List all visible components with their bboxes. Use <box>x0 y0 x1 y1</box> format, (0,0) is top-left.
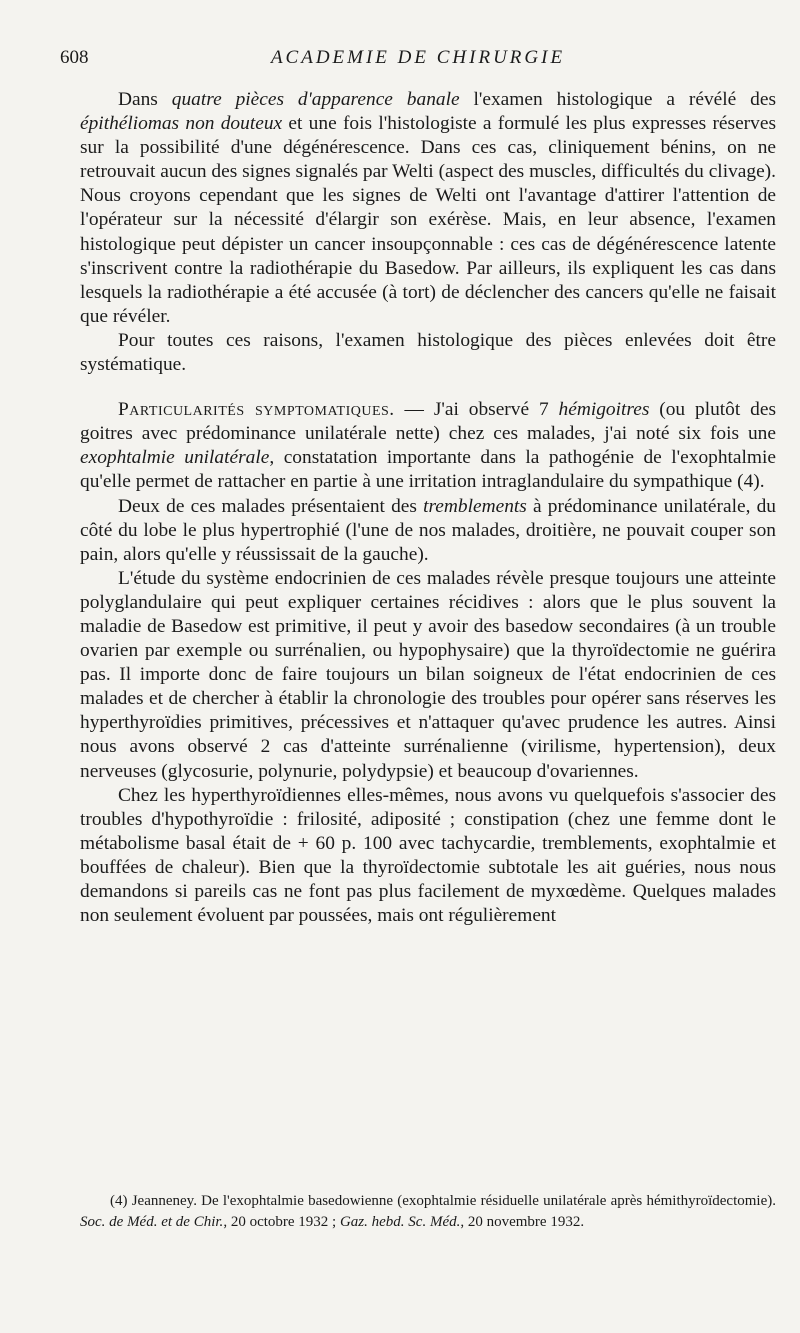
italic-phrase: Gaz. hebd. Sc. Méd. <box>339 1214 461 1230</box>
paragraph-6: Chez les hyperthyroïdiennes elles-mêmes, nous avons vu quelquefois s'associer des troubles d'hypothyroïdie : frilosité, adiposité ; constipation (chez une femme dont le métabolisme basal était de + 60 p. 100 avec tachycardie, tremblements, exophtalmie et bouffées de chaleur). Bien que la thyroïdectomie subtotale les ait guéries, nous nous demandons si pareils cas ne font pas plus facilement de myxœdème. Quelques malades non seulement évoluent par poussées, mais ont régulièrement <box>80 784 776 927</box>
text-run: Dans <box>118 89 172 110</box>
italic-phrase: hémigoitres <box>558 399 650 421</box>
paragraph-4 <box>80 495 776 567</box>
footnote-4 <box>80 1191 776 1233</box>
footnotes <box>80 1191 776 1233</box>
paragraph-3 <box>80 398 776 494</box>
italic-phrase: Soc. de Méd. et de Chir. <box>80 1214 224 1230</box>
italic-phrase: tremblements <box>423 495 527 517</box>
paragraph-2: Pour toutes ces raisons, l'examen histologique des pièces enlevées doit être systématique. <box>80 329 776 376</box>
page-number: 608 <box>60 47 89 68</box>
italic-phrase: quatre pièces d'apparence banale <box>171 89 460 110</box>
running-head <box>60 47 776 73</box>
text-run: l'examen histologique a révélé des <box>459 89 776 110</box>
paragraph-5: L'étude du système endocrinien de ces malades révèle presque toujours une atteinte polyglandulaire qui peut expliquer certaines récidives : alors que le plus souvent la maladie de Basedow est primitive, il peut y avoir des basedow secondaires (à un trouble ovarien par exemple ou surrénalien, ou hypophysaire) que la thyroïdectomie ne guérira pas. Il importe donc de faire toujours un bilan soigneux de l'état endocrinien de ces malades et de chercher à établir la chronologie des troubles pour opérer sans réserves les hyperthyroïdies primitives, précessives et n'attaquer qu'avec prudence les autres. Ainsi nous avons observé 2 cas d'atteinte surrénalienne (virilisme, hypertension), deux nerveuses (glycosurie, polynurie, polydypsie) et beaucoup d'ovariennes. <box>80 567 776 782</box>
text-run: Deux de ces malades présentaient des <box>118 495 424 517</box>
italic-phrase: épithéliomas non douteux <box>80 113 283 135</box>
text-run: , constatation importante dans la pathogénie de l'exophtalmie qu'elle permet de rattacher en partie à une irritation intraglandulaire du sympathique (4). <box>80 447 776 493</box>
text-run: , 20 novembre 1932. <box>460 1214 585 1230</box>
text-run: — J'ai observé 7 <box>394 399 559 421</box>
body-text <box>80 88 776 928</box>
italic-phrase: exophtalmie unilatérale <box>80 447 270 469</box>
text-run: et une fois l'histologiste a formulé les plus expresses réserves sur la possibilité d'une dégénérescence. Dans ces cas, cliniquement bénins, on ne retrouvait aucun des signes signalés par Welti (aspect des muscles, difficultés du clivage). Nous croyons cependant que les signes de Welti ont l'avantage d'attirer l'attention de l'opérateur sur la nécessité d'élargir son exérèse. Mais, en leur absence, l'examen histologique peut dépister un cancer insoupçonnable : ces cas de dégénérescence latente s'inscrivent contre la radiothérapie du Basedow. Par ailleurs, ils expliquent les cas dans lesquels la radiothérapie a été accusée (à tort) de déclencher des cancers qu'elle ne faisait que révéler. <box>80 113 776 327</box>
text-run: , 20 octobre 1932 ; <box>223 1214 340 1230</box>
text-run: à prédominance unilatérale, du côté du lobe le plus hypertrophié (l'une de nos malades, droitière, ne pouvait couper son pain, alors qu'elle y réussissait de la gauche). <box>80 495 776 565</box>
paragraph-1 <box>80 88 776 329</box>
text-run: (4) Jeanneney. De l'exophtalmie basedowienne (exophtalmie résiduelle unilatérale après hémithyroïdectomie). <box>110 1193 776 1209</box>
journal-title: ACADEMIE DE CHIRURGIE <box>270 47 566 68</box>
text-run: (ou plutôt des goitres avec prédominance unilatérale nette) chez ces malades, j'ai noté six fois une <box>80 399 776 445</box>
section-heading: Particularités symptomatiques. <box>118 399 395 421</box>
